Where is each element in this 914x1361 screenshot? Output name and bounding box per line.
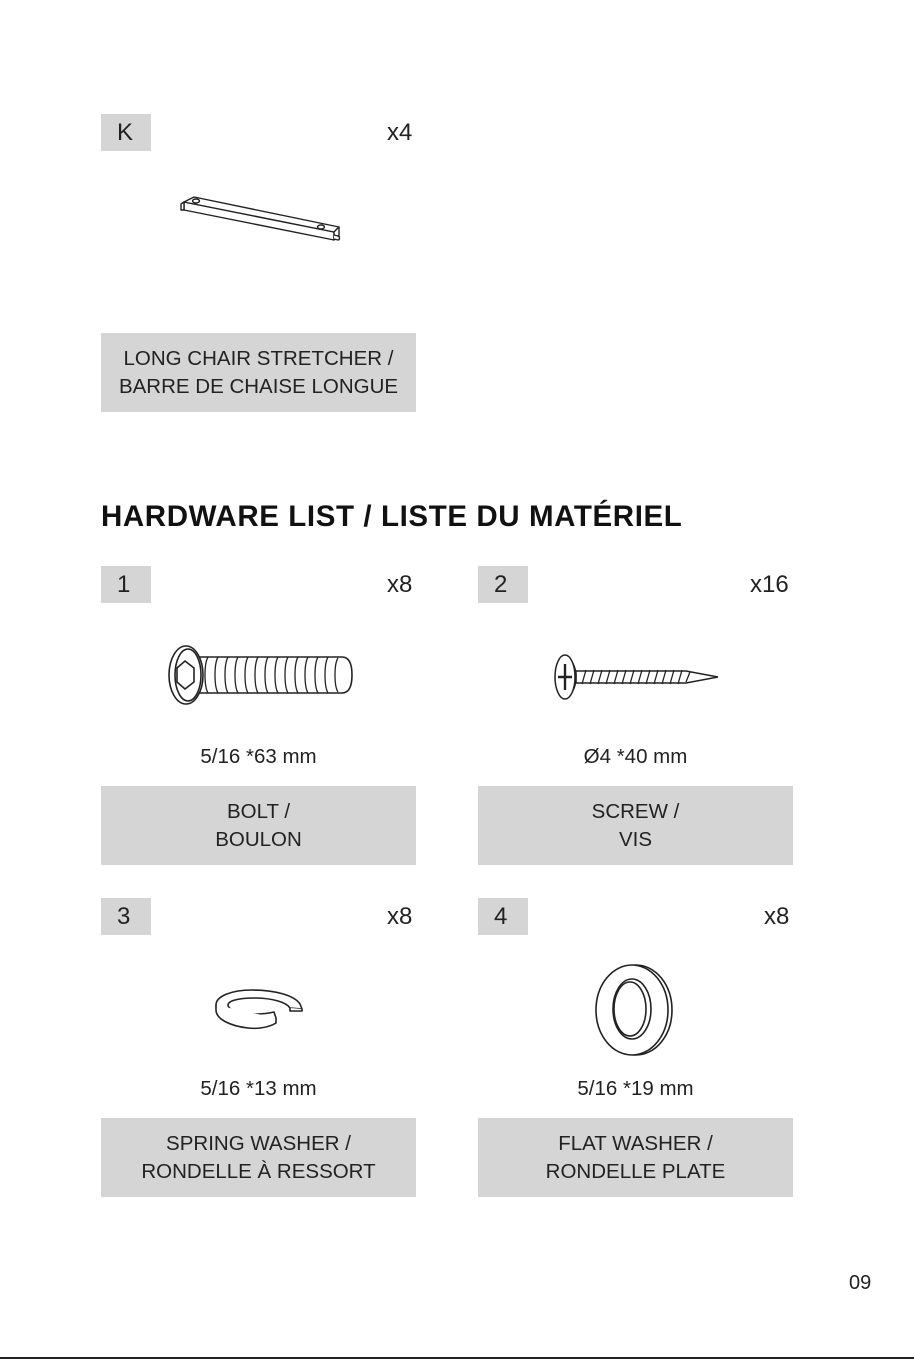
bottom-rule [0, 1357, 914, 1359]
hardware-3-label-en: SPRING WASHER / [166, 1131, 351, 1155]
hardware-1-label [101, 786, 416, 865]
part-k-quantity: x4 [387, 119, 413, 146]
hardware-3-label [101, 1118, 416, 1197]
hardware-4-label [478, 1118, 793, 1197]
hardware-4-quantity: x8 [764, 903, 790, 930]
part-k-label-en: LONG CHAIR STRETCHER / [123, 346, 394, 370]
hardware-2-size: Ø4 *40 mm [583, 745, 688, 768]
flat-washer-icon [594, 962, 676, 1058]
bolt-icon [166, 644, 356, 706]
hardware-3-quantity: x8 [387, 903, 413, 930]
hardware-3-tag: 3 [101, 898, 151, 935]
hardware-1-tag: 1 [101, 566, 151, 603]
hardware-1-label-en: BOLT / [226, 799, 291, 823]
part-k-tag: K [101, 114, 151, 151]
spring-washer-icon [210, 986, 306, 1032]
screw-icon [552, 652, 720, 702]
hardware-4-size: 5/16 *19 mm [577, 1077, 694, 1100]
hardware-list-heading: HARDWARE LIST / LISTE DU MATÉRIEL [101, 500, 683, 533]
hardware-2-label-fr: VIS [618, 827, 653, 851]
hardware-2-label [478, 786, 793, 865]
hardware-4-label-en: FLAT WASHER / [558, 1131, 713, 1155]
page-number: 09 [849, 1272, 872, 1294]
hardware-2-quantity: x16 [750, 571, 789, 598]
hardware-1-label-fr: BOULON [215, 827, 302, 851]
hardware-4-label-fr: RONDELLE PLATE [545, 1159, 726, 1183]
hardware-2-tag: 2 [478, 566, 528, 603]
part-k-label [101, 333, 416, 412]
hardware-4-tag: 4 [478, 898, 528, 935]
hardware-3-label-fr: RONDELLE À RESSORT [141, 1159, 376, 1183]
long-chair-stretcher-illustration [176, 192, 342, 252]
hardware-2-label-en: SCREW / [591, 799, 680, 823]
hardware-3-size: 5/16 *13 mm [200, 1077, 317, 1100]
part-k-label-fr: BARRE DE CHAISE LONGUE [118, 374, 399, 398]
hardware-1-quantity: x8 [387, 571, 413, 598]
hardware-1-size: 5/16 *63 mm [200, 745, 317, 768]
